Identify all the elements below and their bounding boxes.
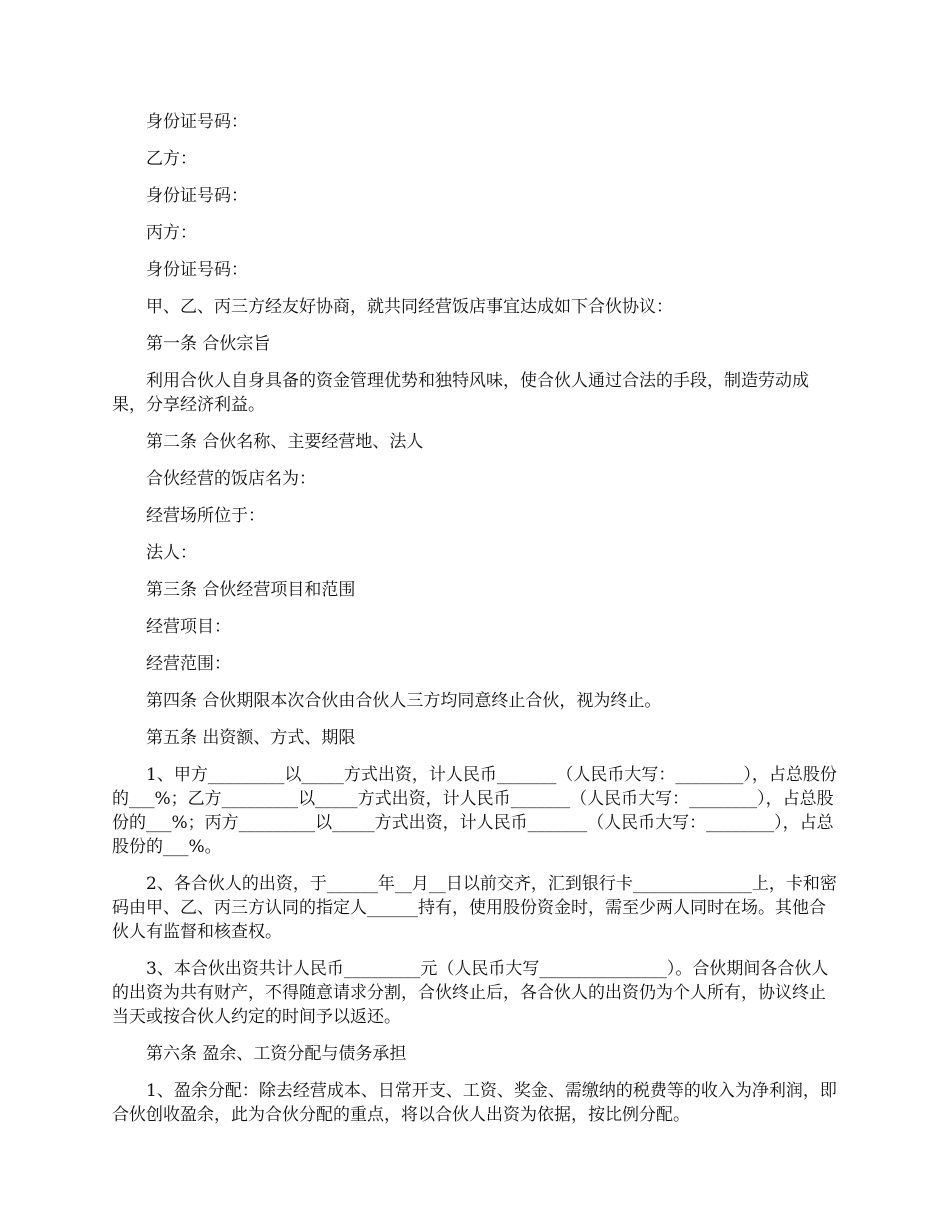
business-location-line: 经营场所位于： [146,506,265,526]
article-3-heading: 第三条 合伙经营项目和范围 [146,580,356,600]
agreement-preamble: 甲、乙、丙三方经友好协商，就共同经营饭店事宜达成如下合伙协议： [146,297,673,317]
party-c-line: 丙方： [146,223,197,243]
id-number-line-c: 身份证号码： [146,260,248,280]
party-b-line: 乙方： [146,149,197,169]
business-items-line: 经营项目： [146,617,231,637]
id-number-line-a: 身份证号码： [146,112,248,132]
article-6-clause-1: 1、盈余分配：除去经营成本、日常开支、工资、奖金、需缴纳的税费等的收入为净利润，即合伙创收盈余，此为合伙分配的重点，将以合伙人出资为依据，按比例分配。 [112,1081,837,1125]
article-6-heading: 第六条 盈余、工资分配与债务承担 [146,1044,407,1064]
business-scope-line: 经营范围： [146,654,231,674]
article-5-clause-3: 3、本合伙出资共计人民币_________元（人民币大写_______________）。合伙期间各合伙人的出资为共有财产，不得随意请求分割，合伙终止后，各合伙人的出资仍为个人所有，协议终止当天或按合伙人约定的时间予以返还。 [112,959,829,1027]
article-2-heading: 第二条 合伙名称、主要经营地、法人 [146,432,424,452]
article-5-clause-1: 1、甲方_________以_____方式出资，计人民币_______（人民币大写：________），占总股份的___%；乙方_________以_____方式出资，计人民币_______（人民币大写：________），占总股份的___%；丙方_________以_____方式出资，计人民币_______（人民币大写：________），占总股份的___%。 [112,765,837,857]
legal-person-line: 法人： [146,543,197,563]
article-1-heading: 第一条 合伙宗旨 [146,334,271,354]
article-1-body: 利用合伙人自身具备的资金管理优势和独特风味，使合伙人通过合法的手段，制造劳动成果，分享经济利益。 [112,371,809,415]
article-4-paragraph: 第四条 合伙期限本次合伙由合伙人三方均同意终止合伙，视为终止。 [146,691,662,711]
restaurant-name-line: 合伙经营的饭店名为： [146,469,316,489]
article-5-heading: 第五条 出资额、方式、期限 [146,728,356,748]
article-5-clause-2: 2、各合伙人的出资，于______年__月__日以前交齐，汇到银行卡______________上，卡和密码由甲、乙、丙三方认同的指定人______持有，使用股份资金时，需至少两人同时在场。其他合伙人有监督和核查权。 [112,874,837,942]
id-number-line-b: 身份证号码： [146,186,248,206]
document-body [112,110,840,1127]
